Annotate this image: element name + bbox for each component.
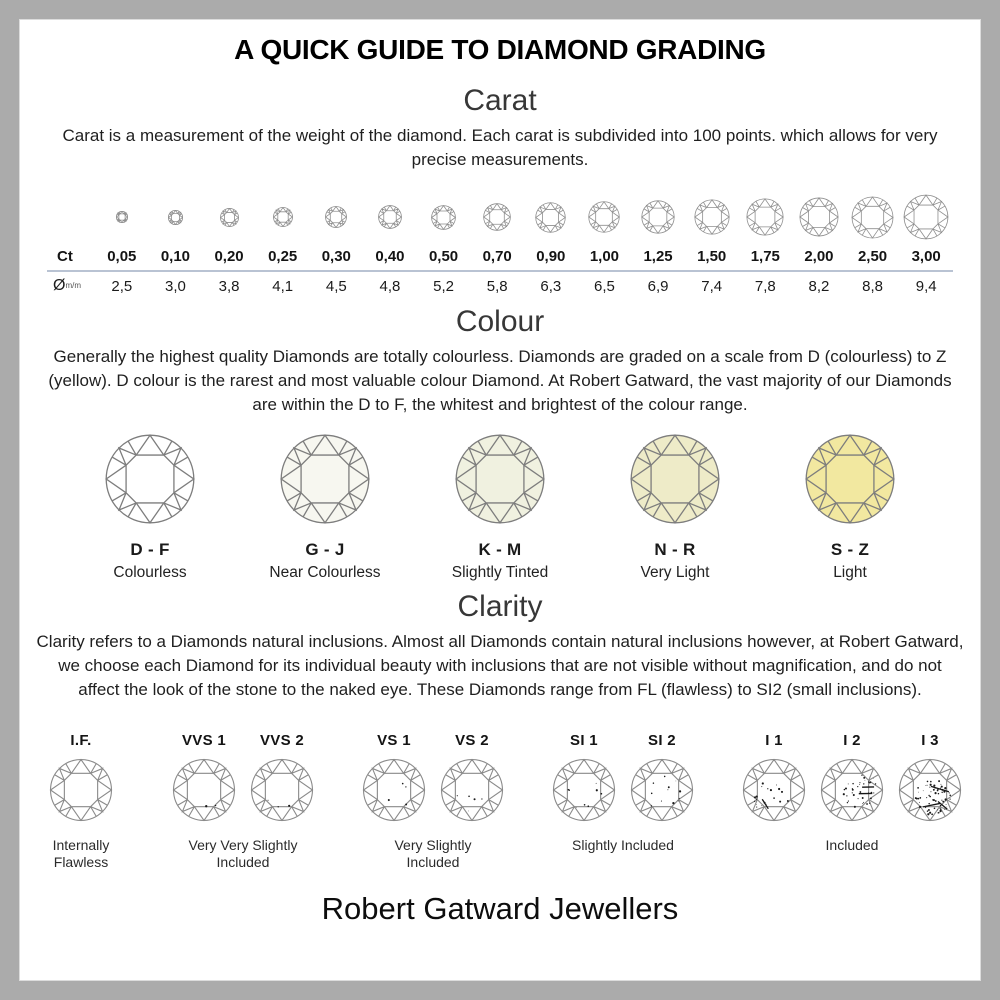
carat-diameter-value: 8,8 [862,277,883,295]
clarity-grade-list [35,732,127,827]
page-title: A QUICK GUIDE TO DIAMOND GRADING [234,34,766,65]
carat-weight-value: 0,20 [214,248,244,265]
diamond-icon [804,433,896,525]
colour-description: Generally the highest quality Diamonds are totally colourless. Diamonds are graded on a scale from D (colourless) to Z (yellow). D colour is the rarest and most valuable colour Diamond. At Robert Gatward, the vast majority of our Diamonds are within the D to F, the whitest and brightest of the colour range. [48,347,952,414]
carat-diameter-value: 7,8 [754,277,776,295]
carat-diameter-value: 3,0 [165,277,186,295]
clarity-group [549,732,697,854]
carat-diameter-value: 9,4 [915,277,937,295]
diamond-icon [431,205,456,230]
diamond-icon [903,194,949,240]
carat-diameter-value: 5,8 [486,277,508,295]
clarity-grade-label: SI 1 [570,732,598,749]
clarity-grade [46,732,116,827]
footer-brand: Robert Gatward Jewellers [321,891,679,926]
carat-weight-value: 0,90 [536,248,566,265]
clarity-section [20,590,980,871]
clarity-grade [437,732,507,827]
carat-weight-value: 1,75 [750,248,780,265]
clarity-grade [627,732,697,827]
carat-table-divider [47,270,953,272]
carat-weight-value: 1,50 [697,248,727,265]
colour-name-label: Light [833,564,867,581]
carat-weight-value: 0,10 [160,248,191,265]
clarity-grade-row [20,732,980,871]
carat-diameter-value: 3,8 [218,277,240,295]
carat-weight-value: 0,40 [375,248,405,265]
clarity-grade [739,732,809,827]
colour-section [20,305,980,582]
clarity-grade-label: I 1 [765,732,783,749]
colour-range-label: S - Z [830,540,870,559]
diamond-icon [116,211,128,223]
diameter-symbol: Ø [53,277,66,294]
diamond-icon [325,206,347,228]
clarity-description: Clarity refers to a Diamonds natural inclusions. Almost all Diamonds contain natural inclusions however, at Robert Gatward, we choose each Diamond for its individual beauty with inclusions that are not visible without magnification, and do not affect the look of the stone to the naked eye. These Diamonds range from FL (flawless) to SI2 (small inclusions). [36,632,964,699]
carat-weight-value: 0,70 [482,248,512,265]
carat-diamond-cell [631,190,685,244]
diamond-icon [851,196,894,239]
clarity-grade-label: VS 2 [455,732,489,749]
clarity-group [359,732,507,871]
carat-diamond-cell [202,190,256,244]
carat-diamond-cell [95,190,149,244]
clarity-group-description: Very Very Slightly Included [188,837,298,870]
colour-range-label: G - J [305,540,345,559]
colour-grade [66,433,234,582]
clarity-grade [549,732,619,827]
carat-weight-value: 3,00 [911,248,941,265]
diamond-icon [799,197,839,237]
diamond-icon [250,758,314,822]
carat-diamond-cell [417,190,471,244]
carat-weight-value: 0,25 [268,248,298,265]
carat-diameter-value: 6,5 [594,277,615,295]
clarity-grade [247,732,317,827]
carat-weight-value: 0,30 [321,248,351,265]
diamond-icon [172,758,236,822]
clarity-group-description: Included [825,837,879,853]
carat-heading: Carat [463,84,537,117]
carat-description: Carat is a measurement of the weight of the diamond. Each carat is subdivided into 100 points. which allows for very precise measurements. [62,126,938,169]
diamond-icon [440,758,504,822]
carat-diameter-value: 5,2 [433,277,454,295]
diamond-icon [273,207,293,227]
carat-diamond-cell [846,190,900,244]
carat-diameter-value: 6,3 [540,277,562,295]
clarity-group [35,732,127,871]
clarity-grade-label: VVS 2 [259,732,305,749]
clarity-grade-label: SI 2 [648,732,676,749]
clarity-grade [169,732,239,827]
clarity-grade-label: VS 1 [377,732,411,749]
diamond-icon [279,433,371,525]
diamond-icon [641,200,675,234]
carat-diamond-cell [739,190,793,244]
carat-weight-value: 0,50 [428,248,459,265]
diameter-unit: m/m [65,281,82,290]
carat-diamond-cell [363,190,417,244]
diamond-icon [630,758,694,822]
colour-range-label: N - R [654,540,696,559]
clarity-heading: Clarity [457,590,543,623]
carat-diamond-cell [792,190,846,244]
diamond-icon [378,205,402,229]
clarity-group [739,732,965,854]
carat-weight-value: 0,05 [107,248,137,265]
diamond-icon [483,203,511,231]
carat-diameter-value: 4,5 [325,277,347,295]
clarity-grade-list [169,732,317,827]
carat-scale-table [47,190,953,295]
diamond-icon [820,758,884,822]
clarity-grade-list [549,732,697,827]
diamond-icon [104,433,196,525]
colour-name-label: Near Colourless [269,564,381,581]
clarity-grade [359,732,429,827]
diamond-icon [694,199,730,235]
diamond-icon [552,758,616,822]
colour-grade [241,433,409,582]
clarity-grade-label: VVS 1 [181,732,227,749]
carat-table-corner [47,190,95,244]
guide-card [20,20,980,980]
colour-range-label: K - M [478,540,522,559]
clarity-grade-list [359,732,507,827]
colour-grade [766,433,934,582]
colour-range-label: D - F [130,540,170,559]
clarity-group-description: Very Slightly Included [394,837,472,870]
carat-diamond-cell [524,190,578,244]
colour-grade [591,433,759,582]
clarity-grade [817,732,887,827]
colour-heading: Colour [455,305,545,338]
carat-diameter-value: 8,2 [808,277,830,295]
carat-diamond-cell [899,190,953,244]
carat-weight-value: 2,50 [857,248,888,265]
clarity-group [169,732,317,871]
carat-diamond-cell [310,190,364,244]
colour-grade-row [20,433,980,582]
carat-weight-label: Ct [57,248,73,265]
colour-name-label: Slightly Tinted [451,564,549,581]
carat-section [20,84,980,295]
clarity-grade-label: I.F. [70,732,92,749]
carat-diameter-label [47,275,95,295]
diamond-icon [629,433,721,525]
clarity-group-description: Slightly Included [572,837,674,853]
carat-diamond-cell [578,190,632,244]
carat-diameter-value: 7,4 [701,277,723,295]
carat-diamond-cell [685,190,739,244]
diamond-icon [49,758,113,822]
carat-diameter-value: 4,8 [379,277,401,295]
clarity-grade-list [739,732,965,827]
clarity-group-description: Internally Flawless [52,837,110,870]
colour-grade [416,433,584,582]
carat-diameter-value: 2,5 [111,277,133,295]
clarity-grade-label: I 3 [921,732,939,749]
diamond-icon [454,433,546,525]
carat-diamond-cell [470,190,524,244]
clarity-grade [895,732,965,827]
diamond-icon [220,208,239,227]
diamond-icon [362,758,426,822]
carat-diamond-cell [256,190,310,244]
carat-diameter-value: 6,9 [647,277,669,295]
diamond-icon [588,201,620,233]
carat-weight-value: 1,00 [589,248,620,265]
diamond-icon [746,198,784,236]
carat-diameter-value: 4,1 [272,277,294,295]
carat-diamond-cell [149,190,203,244]
carat-weight-value: 1,25 [643,248,673,265]
diamond-icon [535,202,566,233]
diamond-icon [742,758,806,822]
carat-weight-value: 2,00 [804,248,834,265]
colour-name-label: Very Light [640,564,710,581]
diamond-icon [168,210,183,225]
clarity-grade-label: I 2 [843,732,861,749]
diamond-icon [898,758,962,822]
colour-name-label: Colourless [113,564,187,581]
